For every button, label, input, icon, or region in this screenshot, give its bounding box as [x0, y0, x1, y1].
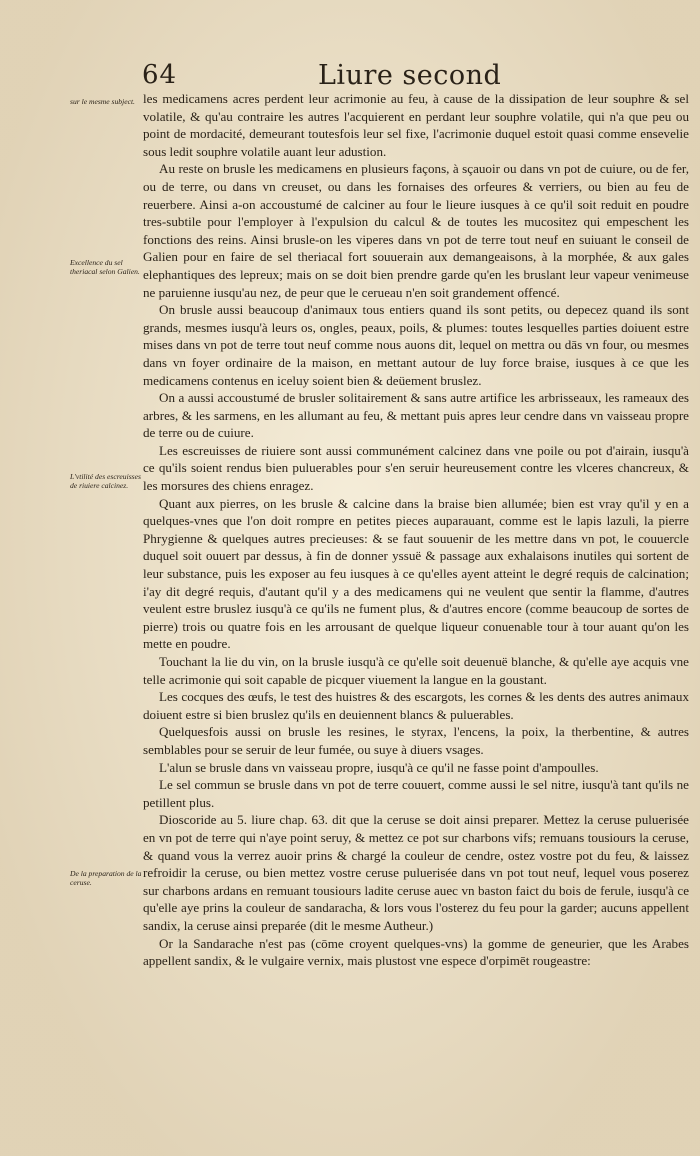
paragraph: Dioscoride au 5. liure chap. 63. dit que la ceruse se doit ainsi preparer. Mettez la ceruse puluerisée en vn pot de terre qui n'aye point seruy, & mettez ce pot sur charbons vifs; remuans tousiours la ceruse, & quand vous la verrez auoir prins & chargé la couleur de cendre, ostez vostre pot du feu, & laissez refroidir la ceruse, ou bien mettez vostre ceruse puluerisée dans vn pot tout neuf, lequel vous poserez sur charbons ardans en remuant tousiours ladite ceruse auec vn baston faict du bois de ferule, iusqu'à ce qu'elle aye prins la couleur de sandaracha, & lors vous l'osterez du feu pour la garder; aucuns appellent sandix, la ceruse ainsi preparée (dit le mesme Autheur.) — [143, 812, 689, 933]
paragraph: Or la Sandarache n'est pas (cōme croyent quelques-vns) la gomme de geneurier, que les Arabes appellent sandix, & le vulgaire vernix, mais plustost vne espece d'orpimēt rougeastre: — [143, 935, 689, 969]
page-header — [0, 58, 700, 94]
margin-note: sur le mesme subject. — [70, 97, 135, 106]
page-number: 64 — [142, 60, 178, 90]
paragraph: Le sel commun se brusle dans vn pot de terre couuert, comme aussi le sel nitre, iusqu'à tant qu'ils ne petillent plus. — [143, 777, 689, 810]
paragraph: Les cocques des œufs, le test des huistres & des escargots, les cornes & les dents des autres animaux doiuent estre si bien bruslez qu'ils en deuiennent blancs & puluerables. — [143, 689, 689, 722]
paragraph: Au reste on brusle les medicamens en plusieurs façons, à sçauoir ou dans vn pot de cuiure, ou de fer, ou de terre, ou dans vn creuset, ou dans les fornaises des orfeures & verriers, ou bien au feu de reuerbere. Ainsi a-on accoustumé de calciner au four le lieure iusques à ce qu'il soit reduit en poudre tres-subtile pour l'employer à l'expulsion du calcul & de toutes les mucositez qui empeschent les fonctions des reins. Ainsi brusle-on les viperes dans vn pot de terre tout neuf en suiuant le conseil de Galien pour en faire de sel theriacal fort souuerain aux demangeaisons, à la morphée, & aux gales elephantiques des lepreux; mais on se doit bien prendre garde qu'en les bruslant leur vapeur venimeuse ne paruienne iusqu'au nez, de peur que le cerueau n'en soit grandement offencé. — [143, 161, 689, 300]
paragraph: Touchant la lie du vin, on la brusle iusqu'à ce qu'elle soit deuenuë blanche, & qu'elle aye acquis vne telle acrimonie qui soit capable de picquer viuement la langue en la goustant. — [143, 654, 689, 687]
paragraph: On a aussi accoustumé de brusler solitairement & sans autre artifice les arbrisseaux, les rameaux des arbres, & les sarmens, en les allumant au feu, & mettant puis apres leur cendre dans vn vaisseau propre de terre ou de cuiure. — [143, 390, 689, 441]
margin-note: De la preparation de la ceruse. — [70, 869, 142, 887]
main-text — [143, 90, 689, 970]
paragraph: L'alun se brusle dans vn vaisseau propre, iusqu'à ce qu'il ne fasse point d'ampoulles. — [159, 759, 599, 775]
margin-note: L'vtilité des escreuisses de riuiere calcinez. — [70, 472, 141, 490]
paragraph: On brusle aussi beaucoup d'animaux tous entiers quand ils sont petits, ou depecez quand ils sont grands, mesmes iusqu'à leurs os, ongles, peaux, poils, & plumes: toutes lesquelles parties doiuent estre mises dans vn pot de terre tout neuf comme nous auons dit, lequel on mettra ou dās vn four, ou mesmes dans vn foyer ordinaire de la maison, en mettant autour de luy force braise, iusques à ce que les medicamens contenus en iceluy soient bien & deüement bruslez. — [143, 302, 689, 388]
running-title: Liure second — [318, 60, 502, 91]
margin-note: Excellence du sel theriacal selon Galien. — [70, 258, 140, 276]
paragraph: Quant aux pierres, on les brusle & calcine dans la braise bien allumée; bien est vray qu'il y en a quelques-vnes que l'on doit rompre en petites pieces auparauant, comme est le lapis lazuli, la pierre Phrygienne & quelques autres precieuses: & se faut souuenir de les mettre dans vn pot, le couuercle duquel soit ouuert par dessus, à fin de donner yssuë & passage aux exhalaisons inutiles qui sortent de leur substance, puis les exposer au feu iusques à ce qu'elles ayent atteint le degré requis de calcination; i'ay dit degré requis, d'autant qu'il y a des medicamens qui ne veulent que sentir la flamme, d'autres veulent estre bruslez iusqu'à ce qu'ils ne fument plus, & d'autres encore (comme beaucoup de sortes de pierre) trois ou quatre fois en les arrousant de quelque liqueur conuenable tour à tour auant qu'on les mette en poudre. — [143, 495, 689, 652]
paragraph: les medicamens acres perdent leur acrimonie au feu, à cause de la dissipation de leur souphre & sel volatile, & qu'au contraire les autres l'acquierent en perdant leur souphre volatile, qui n'a que peu ou point de mordacité, demeurant toutesfois leur sel fixe, l'acrimonie duquel estoit quasi comme ensevelie sous ledit souphre volatile auant leur adustion. — [143, 91, 689, 159]
paragraph: Les escreuisses de riuiere sont aussi communément calcinez dans vne poile ou pot d'airain, iusqu'à ce qu'ils soient rendus bien puluerables pour s'en seruir heureusement contre les vlceres chancreux, & les morsures des chiens enragez. — [143, 442, 689, 494]
paragraph: Quelquesfois aussi on brusle les resines, le styrax, l'encens, la poix, la therbentine, & autres semblables pour se seruir de leur fumée, ou suye à diuers vsages. — [143, 724, 689, 757]
